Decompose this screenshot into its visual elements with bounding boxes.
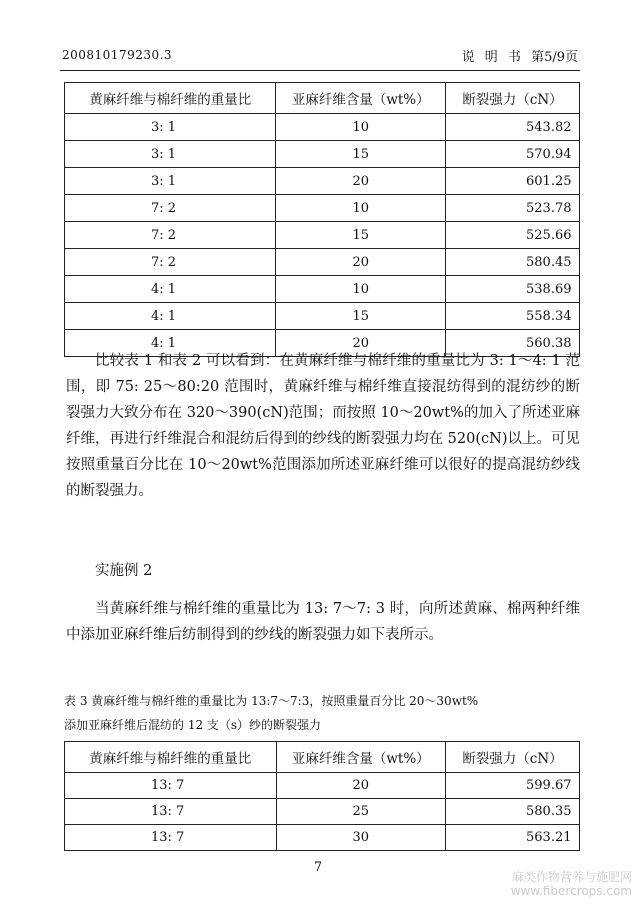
cell-flax-content: 15 xyxy=(276,141,446,168)
section-title: 说 明 书 xyxy=(461,50,521,65)
column-header-breaking-strength: 断裂强力（cN） xyxy=(446,742,580,773)
page-number: 7 xyxy=(313,860,323,875)
table-3 xyxy=(64,741,580,851)
cell-breaking-strength: 543.82 xyxy=(446,114,580,141)
watermark-site-name: 麻类作物营养与施肥网 xyxy=(511,870,632,884)
cell-flax-content: 20 xyxy=(276,330,446,357)
table-3-caption-line-2: 添加亚麻纤维后混纺的 12 支（s）纱的断裂强力 xyxy=(64,718,322,732)
cell-breaking-strength: 560.38 xyxy=(446,330,580,357)
header-right xyxy=(462,46,578,65)
cell-flax-content: 20 xyxy=(276,773,445,799)
cell-flax-content: 20 xyxy=(276,249,446,276)
table-row xyxy=(65,773,580,799)
column-header-breaking-strength: 断裂强力（cN） xyxy=(446,83,580,114)
example-paragraph: 当黄麻纤维与棉纤维的重量比为 13: 7～7: 3 时，向所述黄麻、棉两种纤维中添加亚麻纤维后纺制得到的纱线的断裂强力如下表所示。 xyxy=(66,601,580,643)
table-1 xyxy=(64,82,580,357)
watermark-url: www.fibercrops.com xyxy=(510,884,632,898)
table-row xyxy=(65,276,580,303)
cell-flax-content: 20 xyxy=(276,168,446,195)
cell-breaking-strength: 601.25 xyxy=(446,168,580,195)
cell-breaking-strength: 570.94 xyxy=(446,141,580,168)
example-heading: 实施例 2 xyxy=(95,563,153,579)
cell-weight-ratio: 3: 1 xyxy=(65,114,276,141)
table-row xyxy=(65,825,580,851)
cell-breaking-strength: 580.45 xyxy=(446,249,580,276)
table-row xyxy=(65,303,580,330)
cell-weight-ratio: 4: 1 xyxy=(65,303,276,330)
patent-number: 200810179230.3 xyxy=(62,48,173,62)
cell-breaking-strength: 523.78 xyxy=(446,195,580,222)
cell-flax-content: 10 xyxy=(276,276,446,303)
comparison-paragraph: 比较表 1 和表 2 可以看到：在黄麻纤维与棉纤维的重量比为 3: 1～4: 1 范围，即 75: 25～80:20 范围时，黄麻纤维与棉纤维直接混纺得到的混纺纱的断裂强力大致分布在 320～390(cN)范围；而按照 10～20wt%的加入了所述亚麻纤维，再进行纤维混合和混纺后得到的纱线的断裂强力均在 520(cN)以上。可见按照重量百分比在 10～20wt%范围添加所述亚麻纤维可以很好的提高混纺纱线的断裂强力。 xyxy=(66,353,580,499)
watermark xyxy=(511,870,632,898)
cell-breaking-strength: 599.67 xyxy=(446,773,580,799)
cell-breaking-strength: 538.69 xyxy=(446,276,580,303)
cell-weight-ratio: 7: 2 xyxy=(65,222,276,249)
table-row xyxy=(65,799,580,825)
table-row xyxy=(65,141,580,168)
table-3-caption-line-1: 表 3 黄麻纤维与棉纤维的重量比为 13:7～7:3，按照重量百分比 20～30wt% xyxy=(64,694,479,708)
cell-breaking-strength: 563.21 xyxy=(446,825,580,851)
cell-breaking-strength: 580.35 xyxy=(446,799,580,825)
cell-flax-content: 10 xyxy=(276,195,446,222)
header-rule xyxy=(60,70,580,71)
table-row xyxy=(65,195,580,222)
column-header-weight-ratio: 黄麻纤维与棉纤维的重量比 xyxy=(65,83,276,114)
table-row xyxy=(65,168,580,195)
cell-flax-content: 25 xyxy=(276,799,445,825)
column-header-flax-content: 亚麻纤维含量（wt%） xyxy=(276,742,445,773)
cell-weight-ratio: 7: 2 xyxy=(65,249,276,276)
cell-weight-ratio: 13: 7 xyxy=(65,825,277,851)
table-row xyxy=(65,114,580,141)
page-label: 第5/9页 xyxy=(531,50,578,65)
cell-flax-content: 30 xyxy=(276,825,445,851)
table-header-row xyxy=(65,83,580,114)
cell-weight-ratio: 3: 1 xyxy=(65,168,276,195)
cell-weight-ratio: 4: 1 xyxy=(65,330,276,357)
table-row xyxy=(65,222,580,249)
cell-flax-content: 10 xyxy=(276,114,446,141)
cell-weight-ratio: 13: 7 xyxy=(65,773,277,799)
column-header-flax-content: 亚麻纤维含量（wt%） xyxy=(276,83,446,114)
cell-flax-content: 15 xyxy=(276,222,446,249)
column-header-weight-ratio: 黄麻纤维与棉纤维的重量比 xyxy=(65,742,277,773)
cell-weight-ratio: 7: 2 xyxy=(65,195,276,222)
table-row xyxy=(65,249,580,276)
cell-flax-content: 15 xyxy=(276,303,446,330)
table-header-row xyxy=(65,742,580,773)
cell-breaking-strength: 558.34 xyxy=(446,303,580,330)
cell-weight-ratio: 4: 1 xyxy=(65,276,276,303)
cell-breaking-strength: 525.66 xyxy=(446,222,580,249)
cell-weight-ratio: 13: 7 xyxy=(65,799,277,825)
cell-weight-ratio: 3: 1 xyxy=(65,141,276,168)
